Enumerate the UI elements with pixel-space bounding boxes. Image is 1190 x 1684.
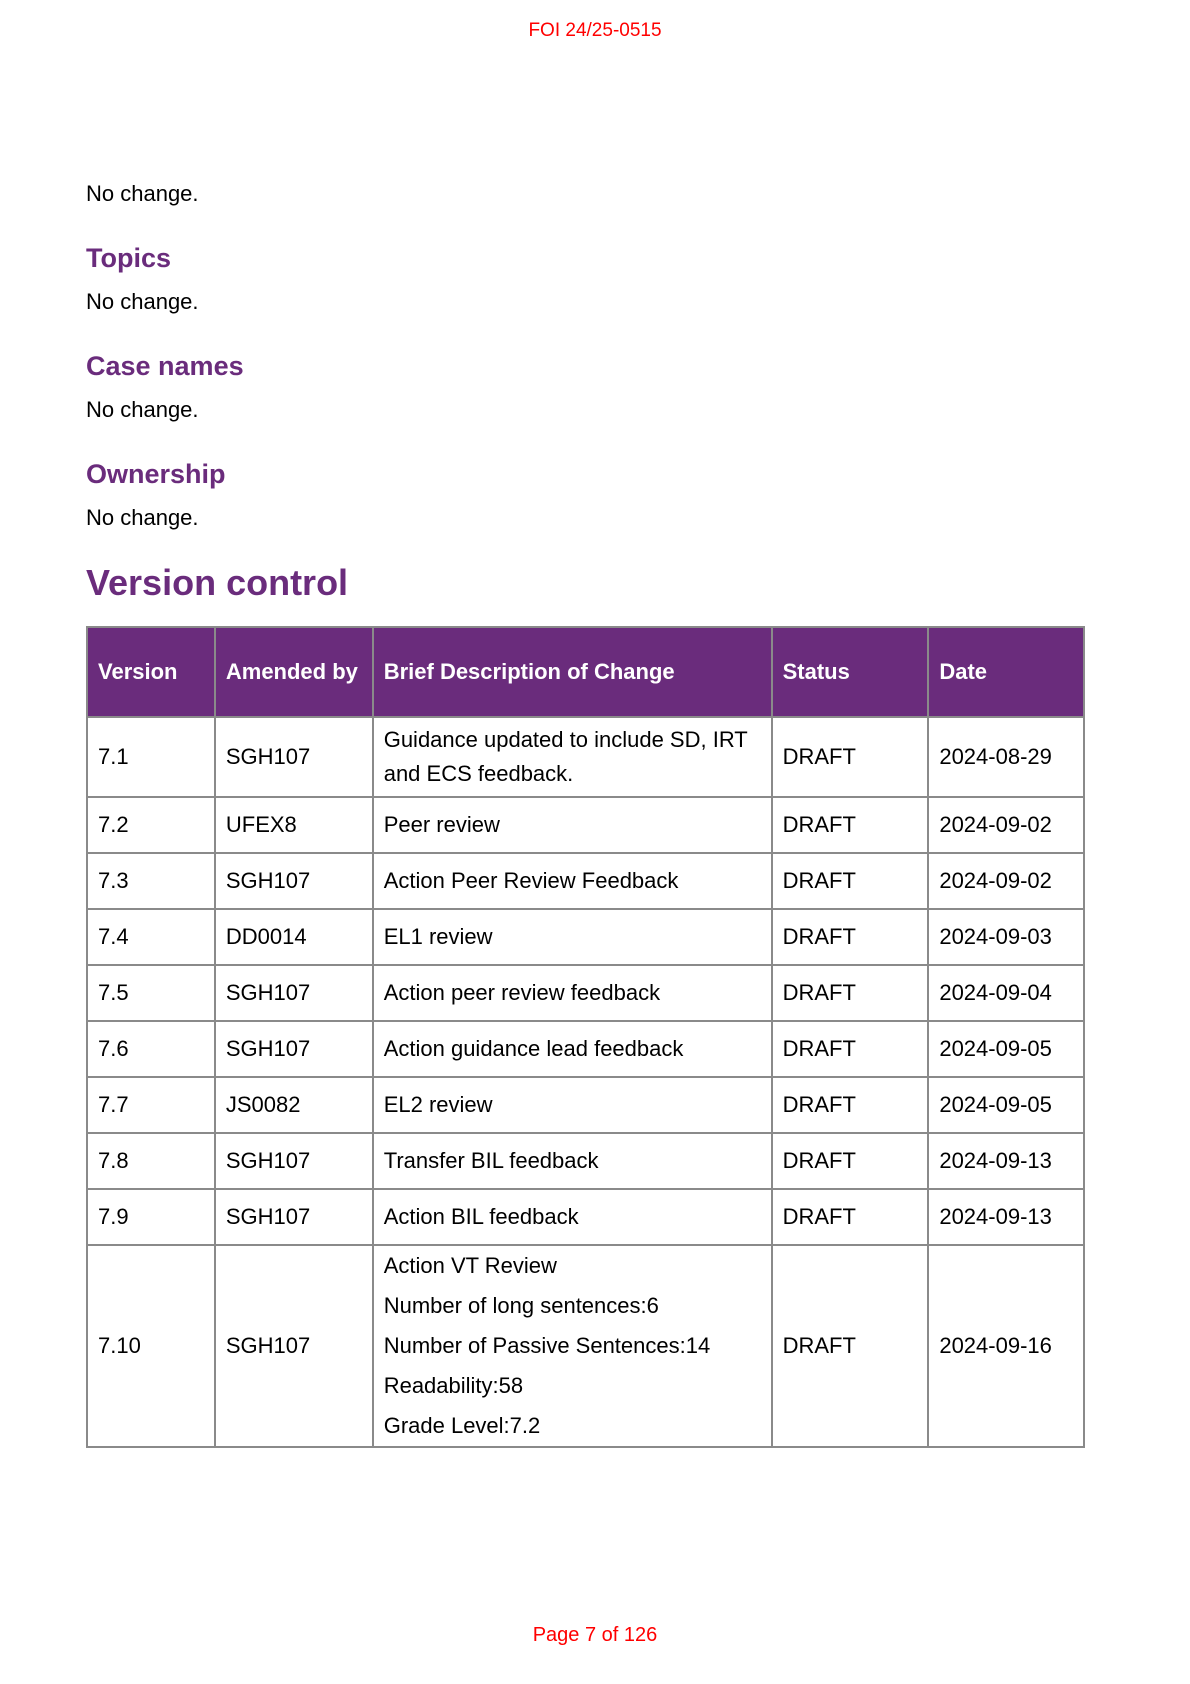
amended-by-cell: SGH107 [215,1133,373,1189]
description-cell: Transfer BIL feedback [373,1133,772,1189]
table-row [87,1077,1084,1133]
description-cell: Peer review [373,797,772,853]
column-header-description: Brief Description of Change [373,627,772,717]
section-body: No change. [86,181,199,206]
amended-by-cell: SGH107 [215,1189,373,1245]
description-cell: Action BIL feedback [373,1189,772,1245]
page-number: Page 7 of 126 [532,1624,658,1646]
version-cell: 7.2 [87,797,215,853]
amended-by-cell: UFEX8 [215,797,373,853]
status-cell: DRAFT [772,1245,929,1447]
date-cell: 2024-09-04 [928,965,1084,1021]
description-line: Number of Passive Sentences:14 [383,1333,711,1358]
section-body: No change. [86,397,199,422]
amended-by-cell: SGH107 [215,1021,373,1077]
amended-by-cell: SGH107 [215,1245,373,1447]
status-cell: DRAFT [772,1077,929,1133]
table-header-row [87,627,1084,717]
amended-by-cell: SGH107 [215,853,373,909]
version-control-heading: Version control [86,562,349,603]
version-cell: 7.7 [87,1077,215,1133]
column-header-status: Status [772,627,929,717]
amended-by-cell: DD0014 [215,909,373,965]
description-cell [373,1245,772,1447]
document-body [86,177,1086,605]
table-row [87,797,1084,853]
section-body: No change. [86,289,199,314]
status-cell: DRAFT [772,1021,929,1077]
status-cell: DRAFT [772,1189,929,1245]
table-row [87,909,1084,965]
description-cell: Action Peer Review Feedback [373,853,772,909]
section-heading-topics: Topics [86,243,172,273]
table-row [87,1189,1084,1245]
status-cell: DRAFT [772,965,929,1021]
version-control-table [86,626,1085,1448]
version-cell: 7.9 [87,1189,215,1245]
version-cell: 7.3 [87,853,215,909]
description-line: Number of long sentences:6 [383,1293,659,1318]
version-cell: 7.6 [87,1021,215,1077]
table-row [87,1133,1084,1189]
version-cell: 7.4 [87,909,215,965]
date-cell: 2024-09-13 [928,1189,1084,1245]
table-row [87,965,1084,1021]
description-cell: EL2 review [373,1077,772,1133]
amended-by-cell: JS0082 [215,1077,373,1133]
description-cell: Guidance updated to include SD, IRT and ECS feedback. [373,717,772,797]
description-line: Readability:58 [383,1373,524,1398]
date-cell: 2024-09-16 [928,1245,1084,1447]
version-cell: 7.8 [87,1133,215,1189]
table-row [87,717,1084,797]
table-row [87,1245,1084,1447]
section-body: No change. [86,505,199,530]
table-row [87,853,1084,909]
status-cell: DRAFT [772,717,929,797]
version-cell: 7.1 [87,717,215,797]
date-cell: 2024-08-29 [928,717,1084,797]
version-cell: 7.10 [87,1245,215,1447]
date-cell: 2024-09-02 [928,853,1084,909]
status-cell: DRAFT [772,797,929,853]
status-cell: DRAFT [772,909,929,965]
status-cell: DRAFT [772,853,929,909]
description-line: Grade Level:7.2 [383,1413,541,1438]
column-header-amended-by: Amended by [215,627,373,717]
date-cell: 2024-09-02 [928,797,1084,853]
date-cell: 2024-09-13 [928,1133,1084,1189]
date-cell: 2024-09-03 [928,909,1084,965]
foi-reference: FOI 24/25-0515 [528,20,662,41]
section-heading-case-names: Case names [86,351,244,381]
amended-by-cell: SGH107 [215,717,373,797]
section-heading-ownership: Ownership [86,459,226,489]
description-cell: EL1 review [373,909,772,965]
date-cell: 2024-09-05 [928,1021,1084,1077]
date-cell: 2024-09-05 [928,1077,1084,1133]
description-cell: Action guidance lead feedback [373,1021,772,1077]
column-header-date: Date [928,627,1084,717]
amended-by-cell: SGH107 [215,965,373,1021]
table-row [87,1021,1084,1077]
status-cell: DRAFT [772,1133,929,1189]
column-header-version: Version [87,627,215,717]
version-cell: 7.5 [87,965,215,1021]
description-cell: Action peer review feedback [373,965,772,1021]
description-line: Action VT Review [383,1253,557,1278]
